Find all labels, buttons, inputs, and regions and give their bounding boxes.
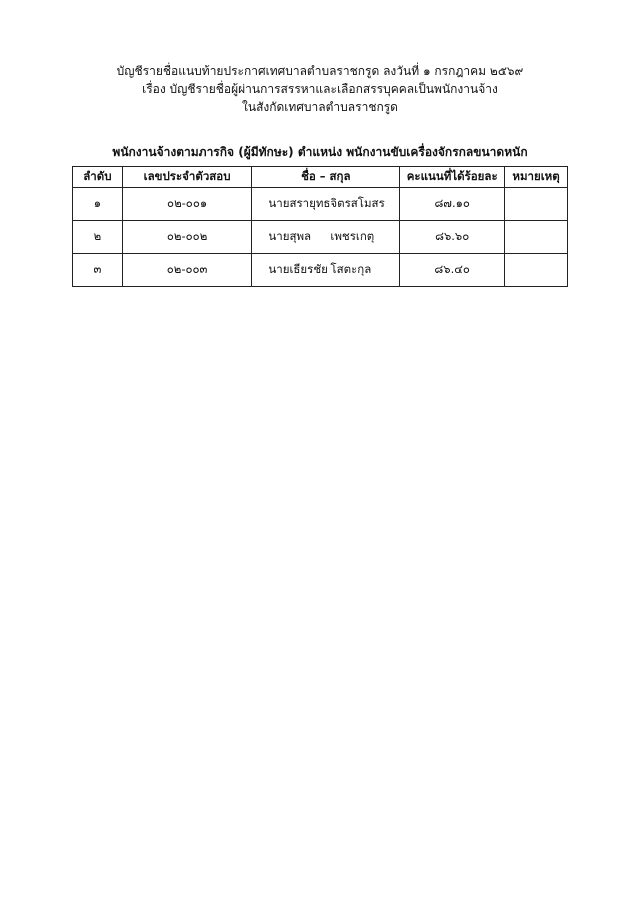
row-exam-id: ๐๒-๐๐๑ — [122, 188, 252, 221]
row-last-name: เพชรเกตุ — [330, 229, 375, 243]
row-no: ๒ — [73, 221, 123, 254]
row-first-name: นายเธียรชัย — [268, 262, 328, 276]
table-row — [73, 188, 568, 221]
row-exam-id: ๐๒-๐๐๓ — [122, 254, 252, 287]
row-score: ๘๖.๔๐ — [400, 254, 505, 287]
row-note — [505, 188, 568, 221]
row-no: ๓ — [73, 254, 123, 287]
position-title: พนักงานจ้างตามภารกิจ (ผู้มีทักษะ) ตำแหน่ง พนักงานขับเครื่องจักรกลขนาดหนัก — [112, 145, 528, 159]
row-last-name: โสตะกุล — [330, 262, 372, 276]
row-last-name: จิตรสโมสร — [330, 196, 385, 210]
table-header-row — [73, 167, 568, 188]
row-no: ๑ — [73, 188, 123, 221]
row-name — [252, 188, 400, 221]
row-exam-id: ๐๒-๐๐๒ — [122, 221, 252, 254]
header-score: คะแนนที่ได้ร้อยละ — [400, 167, 505, 188]
row-first-name: นายสรายุทธ — [268, 196, 331, 210]
header-no: ลำดับ — [73, 167, 123, 188]
header-note: หมายเหตุ — [505, 167, 568, 188]
row-note — [505, 221, 568, 254]
row-score: ๘๖.๖๐ — [400, 221, 505, 254]
header-line-2: เรื่อง บัญชีรายชื่อผู้ผ่านการสรรหาและเลือกสรรบุคคลเป็นพนักงานจ้าง — [142, 82, 498, 96]
row-name — [252, 254, 400, 287]
candidate-table — [72, 166, 568, 287]
header-line-3: ในสังกัดเทศบาลตำบลราชกรูด — [242, 100, 398, 114]
row-first-name: นายสุพล — [268, 229, 312, 243]
header-exam-id: เลขประจำตัวสอบ — [122, 167, 252, 188]
row-score: ๘๗.๑๐ — [400, 188, 505, 221]
document-header — [0, 62, 640, 116]
table-row — [73, 254, 568, 287]
row-note — [505, 254, 568, 287]
header-line-1: บัญชีรายชื่อแนบท้ายประกาศเทศบาลตำบลราชกรูด ลงวันที่ ๑ กรกฎาคม ๒๕๖๙ — [116, 64, 524, 78]
table-row — [73, 221, 568, 254]
row-name — [252, 221, 400, 254]
header-name: ชื่อ – สกุล — [252, 167, 400, 188]
